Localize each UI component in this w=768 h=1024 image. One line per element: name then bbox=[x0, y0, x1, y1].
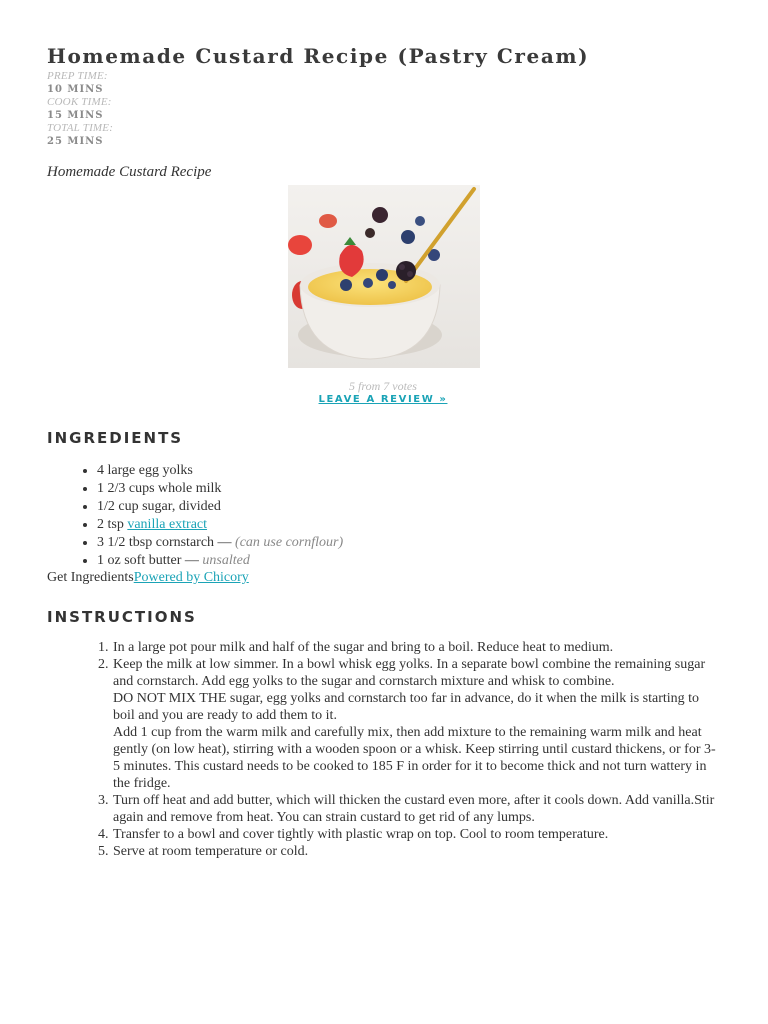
ingredient-text: 1/2 cup sugar, divided bbox=[97, 499, 221, 514]
powered-by-chicory-link[interactable]: Powered by Chicory bbox=[133, 570, 249, 585]
ingredient-item bbox=[97, 498, 343, 516]
get-ingredients-label: Get Ingredients bbox=[47, 570, 134, 585]
ingredients-heading: INGREDIENTS bbox=[47, 429, 184, 447]
ingredient-text: 3 1/2 tbsp cornstarch bbox=[97, 535, 215, 550]
ingredient-note: (can use cornflour) bbox=[235, 535, 344, 550]
total-time-label: TOTAL TIME: bbox=[47, 122, 114, 134]
cook-time-label: COOK TIME: bbox=[47, 96, 112, 108]
ingredient-text: 1 2/3 cups whole milk bbox=[97, 481, 222, 496]
instruction-step bbox=[112, 656, 720, 792]
ingredient-text: 4 large egg yolks bbox=[97, 463, 193, 478]
total-time-value: 25 MINS bbox=[47, 136, 104, 147]
instruction-text: DO NOT MIX THE sugar, egg yolks and cornstarch too far in advance, do it when the milk is starting to boil and you are ready to add them to it. bbox=[113, 691, 700, 723]
ingredients-list bbox=[47, 462, 343, 570]
instruction-step bbox=[112, 792, 720, 826]
leave-review-link[interactable]: LEAVE A REVIEW » bbox=[318, 394, 448, 405]
recipe-title: Homemade Custard Recipe (Pastry Cream) bbox=[47, 44, 590, 68]
instruction-step bbox=[112, 639, 720, 656]
instruction-text: Add 1 cup from the warm milk and carefully mix, then add mixture to the remaining warm milk and heat gently (on low heat), stirring with a wooden spoon or a whisk. Keep stirring until custard thickens, or for 3-5 minutes. This custard needs to be cooked to 185 F in order for it to become thick and not turn wattery in the fridge. bbox=[113, 725, 716, 791]
instruction-step bbox=[112, 843, 720, 860]
get-ingredients-row bbox=[47, 569, 249, 587]
ingredient-item bbox=[97, 480, 343, 498]
custard-bowl-image bbox=[288, 185, 480, 368]
recipe-card bbox=[47, 42, 727, 859]
instruction-step bbox=[112, 826, 720, 843]
instruction-text: 3. Turn off heat and add butter, which will thicken the custard even more, after it cools down. Add vanilla.Stir again and remove from heat. You can strain custard to get rid of any lumps. bbox=[113, 793, 715, 825]
ingredient-text: 1 oz soft butter bbox=[97, 553, 182, 568]
ingredient-item bbox=[97, 516, 343, 534]
instructions-heading: INSTRUCTIONS bbox=[47, 608, 197, 626]
recipe-photo bbox=[288, 185, 480, 368]
prep-time-value: 10 MINS bbox=[47, 84, 104, 95]
ingredient-item bbox=[97, 534, 343, 552]
ingredient-note: unsalted bbox=[202, 553, 250, 568]
ingredient-link[interactable]: vanilla extract bbox=[127, 517, 208, 532]
cook-time-value: 15 MINS bbox=[47, 110, 104, 121]
ingredient-dash: — bbox=[214, 535, 236, 550]
instructions-list bbox=[47, 639, 720, 860]
recipe-times bbox=[47, 70, 727, 148]
instruction-text: 5. Serve at room temperature or cold. bbox=[113, 844, 309, 859]
ingredient-text: 2 tsp bbox=[97, 517, 128, 532]
prep-time-label: PREP TIME: bbox=[47, 70, 108, 82]
ingredient-item bbox=[97, 552, 343, 570]
rating-text: 5 from 7 votes bbox=[349, 379, 417, 393]
ingredient-item bbox=[97, 462, 343, 480]
instruction-text: 2. Keep the milk at low simmer. In a bowl whisk egg yolks. In a separate bowl combine the remaining sugar and cornstarch. Add egg yolks to the sugar and cornstarch mixture and whisk to combine. bbox=[113, 657, 706, 689]
instruction-text: 4. Transfer to a bowl and cover tightly with plastic wrap on top. Cool to room temperature. bbox=[113, 827, 609, 842]
recipe-subtitle: Homemade Custard Recipe bbox=[47, 164, 212, 180]
ingredient-dash: — bbox=[181, 553, 203, 568]
instruction-text: 1. In a large pot pour milk and half of the sugar and bring to a boil. Reduce heat to medium. bbox=[113, 640, 614, 655]
